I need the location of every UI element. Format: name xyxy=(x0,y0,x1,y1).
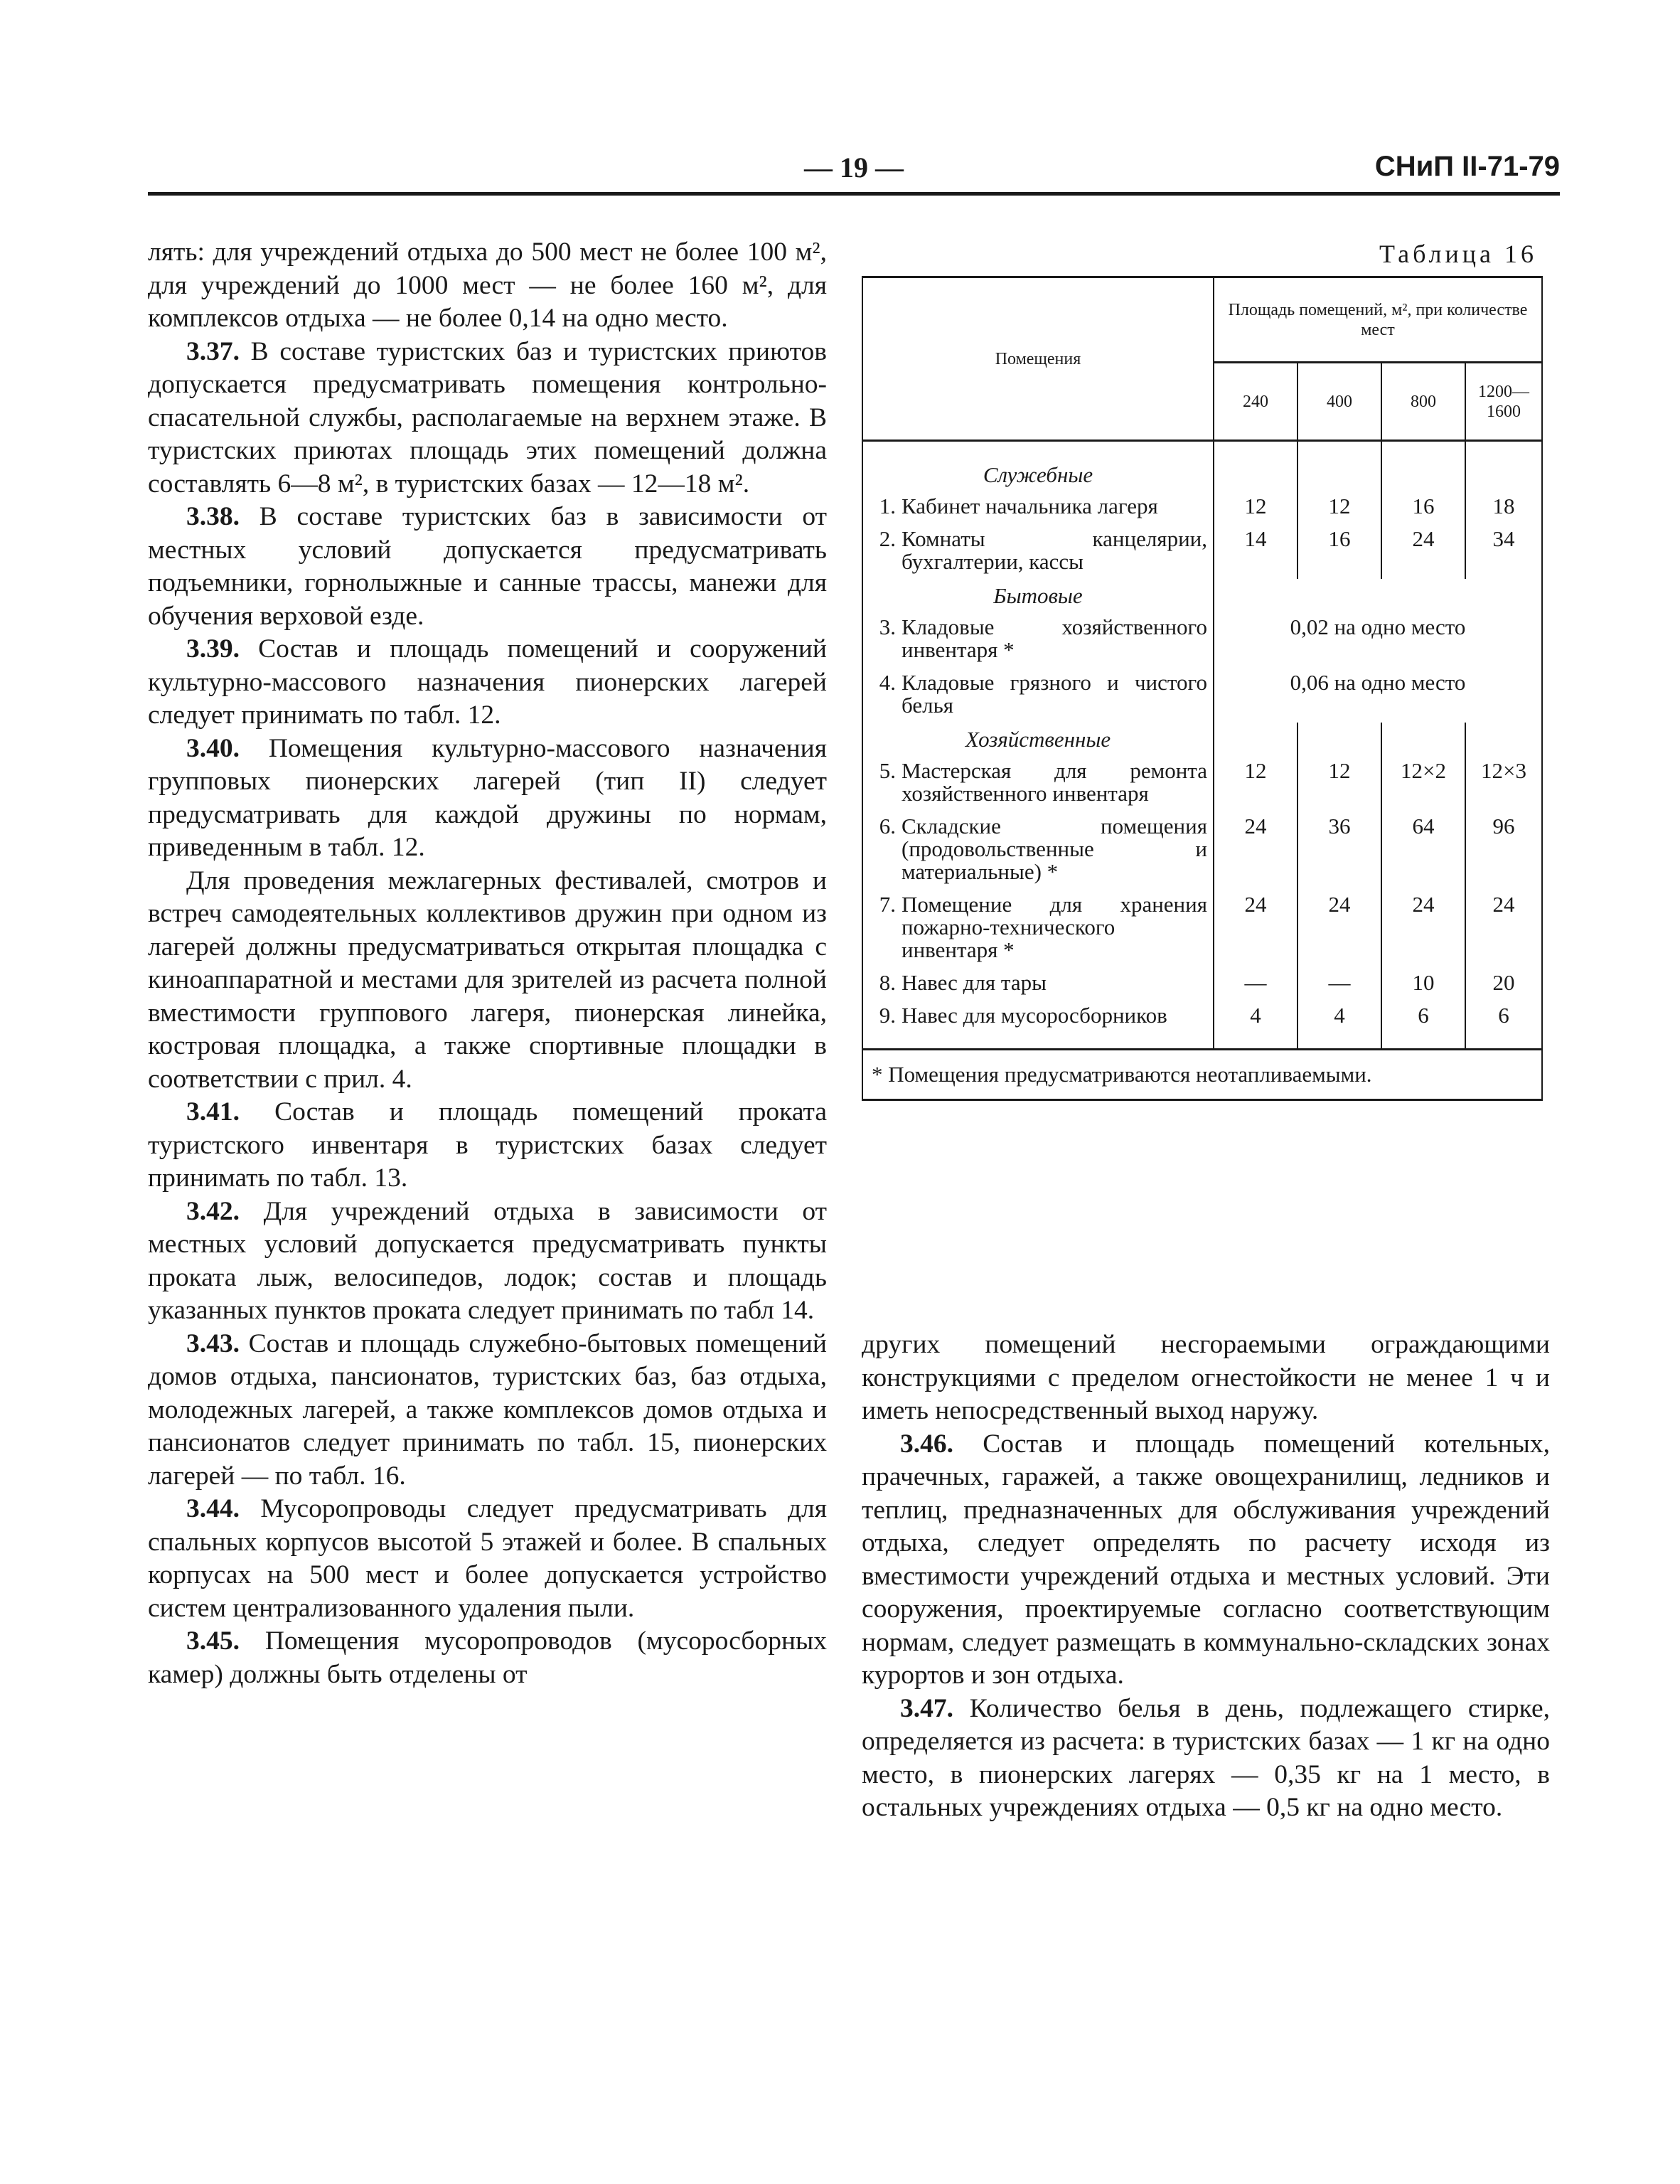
cell-value: 4 xyxy=(1298,1000,1381,1033)
table-row xyxy=(862,967,1542,1000)
row-number: 7. xyxy=(879,891,896,917)
paragraph xyxy=(148,865,827,1097)
cell-value: 16 xyxy=(1298,523,1381,579)
table-16 xyxy=(862,276,1541,1101)
paragraph xyxy=(148,733,827,865)
paragraph-text: Состав и площадь помещений котельных, прачечных, гаражей, а также овощехранилищ, ледников и теплиц, предназначенных для обслуживания учреждений отдыха, следует определять по расчету исходя из вместимости учреждений отдыха и местных условий. Эти сооружения, проектируемые согласно соответствующим нормам, следует размещать в коммунально-складских зонах курортов и зон отдыха. xyxy=(862,1429,1550,1690)
col-header-capacity: 400 xyxy=(1298,363,1381,441)
clause-number: 3.38. xyxy=(186,502,240,531)
row-name: Помещение для хранения пожарно-технического инвентаря * xyxy=(901,891,1207,962)
paragraph-text: Помещения культурно-массового назначения групповых пионерских лагерей (тип II) следует предусматривать для каждой дружины по нормам, приведенным в табл. 12. xyxy=(148,733,827,862)
row-name: Кладовые хозяйственного инвентаря * xyxy=(901,614,1207,662)
clause-number: 3.46. xyxy=(900,1429,953,1459)
col-header-capacity: 1200—1600 xyxy=(1465,363,1542,441)
cell-merged-value: 0,06 на одно место xyxy=(1214,667,1542,723)
cell-value: — xyxy=(1298,967,1381,1000)
page-header xyxy=(148,151,1560,193)
paragraph xyxy=(148,1195,827,1328)
cell-value: 24 xyxy=(1381,523,1465,579)
row-number: 9. xyxy=(879,1002,896,1028)
paragraph xyxy=(862,1428,1550,1693)
paragraph xyxy=(148,1493,827,1625)
row-name: Мастерская для ремонта хозяйственного инвентаря xyxy=(901,757,1207,806)
paragraph xyxy=(148,1625,827,1691)
table-footnote: * Помещения предусматриваются неотапливаемыми. xyxy=(862,1050,1542,1100)
cell-value: 34 xyxy=(1465,523,1542,579)
paragraph xyxy=(862,1328,1550,1428)
cell-value: — xyxy=(1214,967,1298,1000)
paragraph xyxy=(862,1693,1550,1825)
cell-value: 12×2 xyxy=(1381,755,1465,811)
cell-value: 24 xyxy=(1214,811,1298,889)
cell-merged-value: 0,02 на одно место xyxy=(1214,612,1542,667)
cell-value: 12×3 xyxy=(1465,755,1542,811)
cell-value: 36 xyxy=(1298,811,1381,889)
row-number: 2. xyxy=(879,526,896,551)
col-header-area: Площадь помещений, м², при количестве мест xyxy=(1214,277,1542,363)
paragraph-text: Состав и площадь помещений проката туристского инвентаря в туристских базах следует принимать по табл. 13. xyxy=(148,1097,827,1193)
cell-value: 24 xyxy=(1465,889,1542,967)
row-number: 8. xyxy=(879,969,896,995)
clause-number: 3.47. xyxy=(900,1693,953,1723)
row-name: Комнаты канцелярии, бухгалтерии, кассы xyxy=(901,526,1207,574)
table-row xyxy=(862,491,1542,523)
paragraph-text: Помещения мусоропроводов (мусоросборных камер) должны быть отделены от xyxy=(148,1626,827,1689)
row-number: 6. xyxy=(879,813,896,838)
cell-value: 4 xyxy=(1214,1000,1298,1033)
category-label: Служебные xyxy=(862,458,1214,491)
document-code: СНиП II-71-79 xyxy=(1374,151,1560,182)
cell-value: 96 xyxy=(1465,811,1542,889)
paragraph-text: В составе туристских баз в зависимости от местных условий допускается предусматривать подъемники, горнолыжные и санные трассы, манежи для обучения верховой езде. xyxy=(148,502,827,631)
cell-value: 16 xyxy=(1381,491,1465,523)
paragraph-text: лять: для учреждений отдыха до 500 мест не более 100 м², для учреждений до 1000 мест — не более 160 м², для комплексов отдыха — не более 0,14 на одно место. xyxy=(148,238,827,333)
paragraph-text: Мусоропроводы следует предусматривать для спальных корпусов высотой 5 этажей и более. В спальных корпусах на 500 мест и более допускается устройство систем централизованного удаления пыли. xyxy=(148,1494,827,1623)
table-row xyxy=(862,523,1542,579)
col-header-rooms: Помещения xyxy=(862,277,1214,441)
row-number: 5. xyxy=(879,757,896,783)
clause-number: 3.39. xyxy=(186,634,240,664)
cell-value: 12 xyxy=(1298,491,1381,523)
cell-value: 24 xyxy=(1298,889,1381,967)
row-number: 1. xyxy=(879,493,896,518)
row-number: 4. xyxy=(879,669,896,695)
page-number: — 19 — xyxy=(804,151,904,183)
row-name: Складские помещения (продовольственные и материальные) * xyxy=(901,813,1207,884)
clause-number: 3.44. xyxy=(186,1494,240,1523)
cell-value: 12 xyxy=(1298,755,1381,811)
paragraph xyxy=(148,1096,827,1195)
clause-number: 3.45. xyxy=(186,1626,240,1656)
paragraph-text: Количество белья в день, подлежащего стирке, определяется из расчета: в туристских базах — 1 кг на одно место, в пионерских лагерях — 0,35 кг на 1 место, в остальных учреждениях отдыха — 0,5 кг на одно место. xyxy=(862,1693,1550,1822)
category-label: Бытовые xyxy=(862,579,1214,612)
col-header-capacity: 800 xyxy=(1381,363,1465,441)
clause-number: 3.40. xyxy=(186,733,240,763)
cell-value: 12 xyxy=(1214,491,1298,523)
cell-value: 6 xyxy=(1465,1000,1542,1033)
cell-value: 14 xyxy=(1214,523,1298,579)
paragraph xyxy=(148,336,827,501)
right-text-column xyxy=(862,1328,1550,1825)
col-header-capacity: 240 xyxy=(1214,363,1298,441)
cell-value: 12 xyxy=(1214,755,1298,811)
paragraph-text: других помещений несгораемыми ограждающими конструкциями с пределом огнестойкости не менее 1 ч и иметь непосредственный выход наружу. xyxy=(862,1330,1550,1425)
table-row xyxy=(862,755,1542,811)
table-row xyxy=(862,811,1542,889)
paragraph-text: Состав и площадь служебно-бытовых помещений домов отдыха, пансионатов, туристских баз, баз отдыха, молодежных лагерей, а также комплексов домов отдыха и пансионатов следует принимать по табл. 15, пионерских лагерей — по табл. 16. xyxy=(148,1328,827,1491)
cell-value: 20 xyxy=(1465,967,1542,1000)
header-rule xyxy=(148,192,1560,196)
row-name: Кладовые грязного и чистого белья xyxy=(901,669,1207,718)
clause-number: 3.43. xyxy=(186,1328,240,1358)
left-text-column xyxy=(148,236,827,1691)
cell-value: 24 xyxy=(1214,889,1298,967)
paragraph xyxy=(148,501,827,633)
paragraph xyxy=(148,1328,827,1493)
paragraph-text: В составе туристских баз и туристских приютов допускается предусматривать помещения контрольно-спасательной службы, располагаемые на верхнем этаже. В туристских приютах площадь этих помещений должна составлять 6—8 м², в туристских базах — 12—18 м². xyxy=(148,336,827,499)
cell-value: 18 xyxy=(1465,491,1542,523)
cell-value: 6 xyxy=(1381,1000,1465,1033)
table-row xyxy=(862,667,1542,723)
clause-number: 3.41. xyxy=(186,1097,240,1126)
row-name: Навес для тары xyxy=(901,969,1047,995)
clause-number: 3.42. xyxy=(186,1196,240,1226)
row-name: Навес для мусоросборников xyxy=(901,1002,1167,1028)
table-row xyxy=(862,612,1542,667)
paragraph-text: Для учреждений отдыха в зависимости от местных условий допускается предусматривать пункты проката лыж, велосипедов, лодок; состав и площадь указанных пунктов проката следует принимать по табл 14. xyxy=(148,1196,827,1325)
table-row xyxy=(862,1000,1542,1033)
clause-number: 3.37. xyxy=(186,336,240,366)
cell-value: 10 xyxy=(1381,967,1465,1000)
paragraph-text: Для проведения межлагерных фестивалей, смотров и встреч самодеятельных коллективов дружин при одном из лагерей должны предусматриваться открытая площадка с киноаппаратной и местами для зрителей из расчета полной вместимости группового лагеря, пионерская линейка, костровая площадка, а также спортивные площадки в соответствии с прил. 4. xyxy=(148,865,827,1094)
category-label: Хозяйственные xyxy=(862,723,1214,755)
paragraph xyxy=(148,633,827,733)
cell-value: 24 xyxy=(1381,889,1465,967)
row-number: 3. xyxy=(879,614,896,639)
row-name: Кабинет начальника лагеря xyxy=(901,493,1158,518)
paragraph-text: Состав и площадь помещений и сооружений культурно-массового назначения пионерских лагерей следует принимать по табл. 12. xyxy=(148,634,827,730)
cell-value: 64 xyxy=(1381,811,1465,889)
table-caption: Таблица 16 xyxy=(1379,240,1537,268)
paragraph xyxy=(148,236,827,336)
table-row xyxy=(862,889,1542,967)
